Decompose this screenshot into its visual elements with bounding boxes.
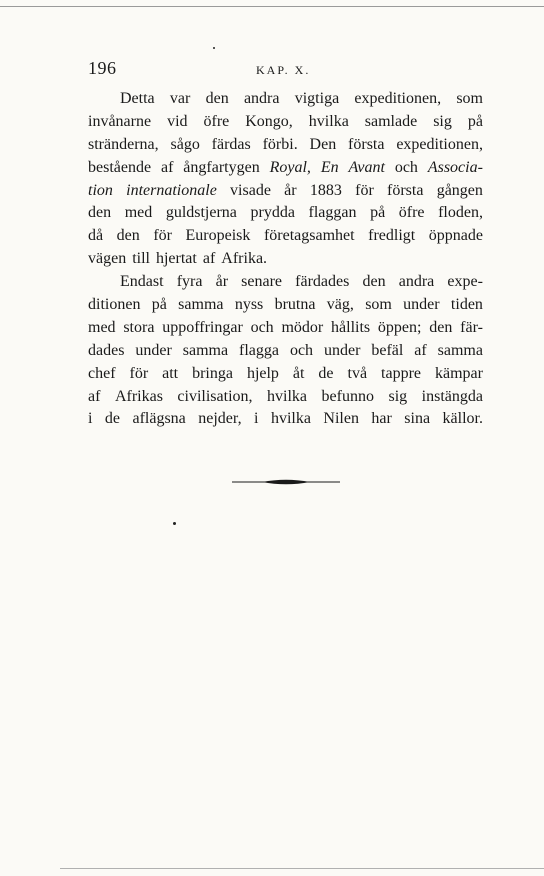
word: Nilen [323,410,359,428]
word: och [289,341,314,359]
word: för [129,364,149,382]
word: på [467,112,483,130]
word: den [205,90,229,107]
word: nyss [234,296,264,314]
word: hvilka [308,112,349,130]
body-text [88,88,483,431]
word: samlade [364,112,418,130]
text-line [88,180,483,203]
word: åt [292,364,305,382]
text-line [88,408,483,431]
running-head: KAP. X. [256,63,311,77]
text-line [88,225,483,248]
word: Den [309,135,337,153]
word: på [151,296,167,314]
word: två [347,364,368,382]
word: hållits [331,318,371,336]
word: andra [243,90,280,107]
word: öppnade [428,227,483,245]
word: befäl [371,341,404,359]
word: hjertat [155,250,197,268]
word: på [370,204,386,222]
word: var [169,90,191,107]
word: hvilka [270,410,311,428]
word: vid [167,112,188,130]
word: hvilka [267,387,308,405]
word: brutna [274,296,316,314]
word: väg, [326,296,354,314]
word: mödor [281,318,324,336]
word: fär- [460,318,483,336]
word: som [456,90,483,107]
word: aflägsna [132,410,186,428]
word: nejder, [198,410,242,428]
word: tappre [381,364,421,382]
word: floden, [438,204,483,222]
word: prydda [250,204,295,222]
word: sig [388,387,408,405]
word: stora [123,318,155,336]
word: år [215,273,229,291]
word: öfre [203,112,230,130]
word: vägen [88,250,127,268]
word: sig [433,112,452,130]
word: samma [182,341,229,359]
word: andra [398,273,435,291]
word: civilisation, [177,387,253,405]
end-ornament-icon [232,475,340,489]
word: den [88,204,112,222]
word: vigtiga [294,90,340,107]
word: den [362,273,386,291]
word: med [88,318,116,336]
word: år [284,181,297,199]
word: expeditionen, [396,135,483,153]
word: till [132,250,150,268]
word: af [88,387,101,405]
text-line [88,363,483,386]
word: flaggan [308,204,357,222]
word: samma [178,296,224,314]
word: expe- [447,273,483,291]
word: instängda [421,387,483,405]
word: under [323,341,361,359]
text-line [88,157,483,180]
word: Avant [348,158,385,176]
word: 1883 [309,181,342,199]
word: ditionen [88,296,141,314]
word: de [318,364,334,382]
word: källor. [442,410,483,428]
word: med [124,204,153,222]
word: då [88,227,104,245]
word: förbi. [262,135,298,153]
ink-speck [173,522,176,525]
word: och [250,318,274,336]
word: öppen; [377,318,422,336]
text-line [88,386,483,409]
word: för [355,181,374,199]
word: under [135,341,172,359]
word: i [88,410,93,428]
word: och [394,158,418,176]
word: färdades [295,273,350,291]
word: företagsamhet [263,227,355,245]
word: har [371,410,392,428]
word: chef [88,364,116,382]
word: som [365,296,392,314]
word: första [387,181,424,199]
word: Afrika. [221,250,268,268]
text-line [88,294,483,317]
text-line [88,111,483,134]
text-line [88,202,483,225]
paragraph [88,88,483,271]
word: visade [230,181,271,199]
text-line [88,248,483,271]
word: bestående [88,158,152,176]
word: expeditionen, [354,90,442,107]
word: ångfartygen [183,158,260,176]
word: internationale [126,181,217,199]
word: första [348,135,385,153]
word: stränderna, [88,135,159,153]
word: kämpar [434,364,483,382]
word: fyra [176,273,203,291]
text-line [88,88,483,111]
word: af [414,341,427,359]
word: af [202,250,216,268]
ink-speck [213,47,215,49]
word: En [320,158,339,176]
word: sågo [170,135,200,153]
text-line [88,317,483,340]
word: Endast [120,273,164,291]
bottom-border-line [60,868,544,869]
word: tiden [450,296,483,314]
word: öfre [398,204,425,222]
word: färdas [211,135,251,153]
word: samma [437,341,483,359]
word: den [116,227,140,245]
word: bringa [192,364,233,382]
word: Kongo, [245,112,293,130]
text-line [88,271,483,294]
word: guldstjerna [165,204,237,222]
word: Afrikas [114,387,163,405]
word: uppoffringar [162,318,243,336]
word: Europeisk [185,227,251,245]
text-line [88,134,483,157]
word: Detta [120,90,155,107]
word: tion [88,181,113,199]
word: Royal, [269,158,311,176]
top-border-line [0,6,544,7]
word: de [104,410,121,428]
word: den [429,318,453,336]
word: invånarne [88,112,152,130]
text-line [88,340,483,363]
word: att [162,364,179,382]
word: befunno [321,387,374,405]
word: Associa- [427,158,483,176]
word: under [403,296,440,314]
word: dades [88,341,125,359]
word: i [254,410,259,428]
word: gången [436,181,483,199]
word: sina [404,410,431,428]
word: hjelp [246,364,279,382]
word: senare [241,273,283,291]
paragraph [88,271,483,431]
word: flagga [239,341,279,359]
page-number: 196 [88,58,117,78]
word: för [153,227,172,245]
word: fredligt [368,227,416,245]
word: af [160,158,174,176]
